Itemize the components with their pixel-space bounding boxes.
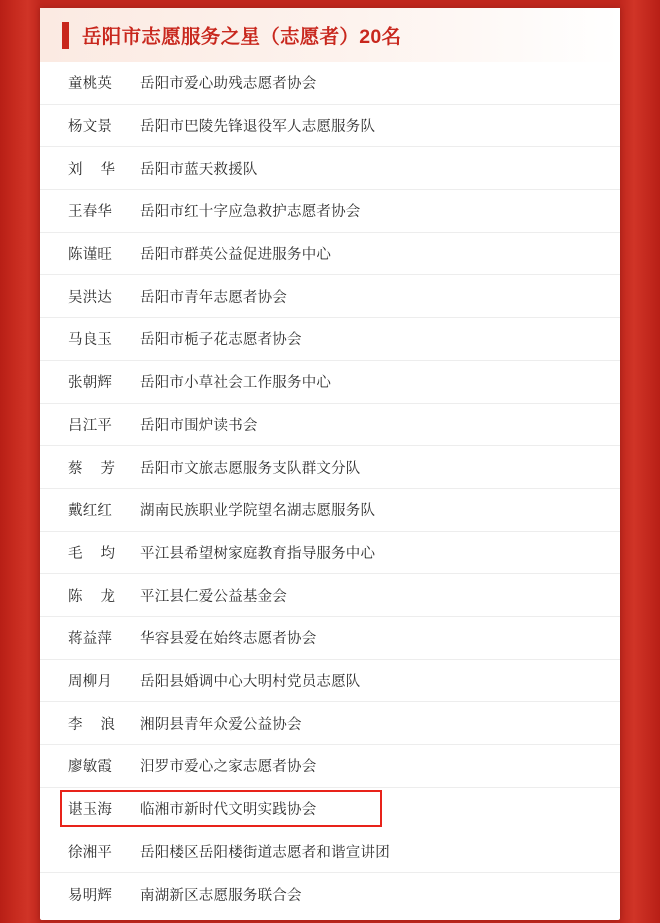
table-row[interactable] bbox=[40, 617, 620, 660]
honoree-organization: 岳阳市群英公益促进服务中心 bbox=[140, 247, 332, 264]
honoree-organization: 岳阳市红十字应急救护志愿者协会 bbox=[140, 204, 361, 221]
honoree-organization: 临湘市新时代文明实践协会 bbox=[140, 802, 317, 819]
honoree-organization: 华容县爱在始终志愿者协会 bbox=[140, 631, 317, 648]
table-row[interactable] bbox=[40, 702, 620, 745]
table-row[interactable] bbox=[40, 404, 620, 447]
honoree-name: 童桃英 bbox=[68, 76, 113, 93]
honoree-name: 谌玉海 bbox=[68, 802, 113, 819]
table-row[interactable] bbox=[40, 318, 620, 361]
honoree-name: 徐湘平 bbox=[68, 844, 113, 861]
honoree-organization: 湖南民族职业学院望名湖志愿服务队 bbox=[140, 503, 376, 520]
honoree-organization: 岳阳市爱心助残志愿者协会 bbox=[140, 76, 317, 93]
honoree-name: 戴红红 bbox=[68, 503, 113, 520]
honoree-name: 周柳月 bbox=[68, 673, 113, 690]
honoree-name: 王春华 bbox=[68, 204, 113, 221]
honoree-name: 杨文景 bbox=[68, 119, 113, 136]
table-row[interactable] bbox=[40, 147, 620, 190]
honoree-organization: 岳阳市青年志愿者协会 bbox=[140, 289, 287, 306]
honoree-organization: 岳阳市小草社会工作服务中心 bbox=[140, 375, 332, 392]
page-title: 岳阳市志愿服务之星（志愿者）20名 bbox=[82, 26, 402, 48]
table-row[interactable] bbox=[40, 446, 620, 489]
honoree-organization: 岳阳楼区岳阳楼街道志愿者和谐宣讲团 bbox=[140, 844, 390, 861]
card-header bbox=[40, 8, 620, 62]
honoree-organization: 平江县仁爱公益基金会 bbox=[140, 588, 287, 605]
honoree-organization: 汨罗市爱心之家志愿者协会 bbox=[140, 759, 317, 776]
honor-list-card bbox=[40, 8, 620, 920]
honoree-organization: 南湖新区志愿服务联合会 bbox=[140, 887, 302, 904]
table-row[interactable] bbox=[40, 62, 620, 105]
honoree-name: 蔡 芳 bbox=[68, 460, 123, 477]
table-row[interactable] bbox=[40, 745, 620, 788]
honoree-name: 吕江平 bbox=[68, 417, 113, 434]
honoree-name: 易明辉 bbox=[68, 887, 113, 904]
table-row[interactable] bbox=[40, 830, 620, 873]
honoree-organization: 平江县希望树家庭教育指导服务中心 bbox=[140, 545, 376, 562]
honoree-list bbox=[40, 62, 620, 920]
honoree-organization: 岳阳市栀子花志愿者协会 bbox=[140, 332, 302, 349]
honoree-organization: 岳阳县婚调中心大明村党员志愿队 bbox=[140, 673, 361, 690]
table-row[interactable] bbox=[40, 361, 620, 404]
honoree-name: 毛 均 bbox=[68, 545, 123, 562]
honoree-organization: 岳阳市文旅志愿服务支队群文分队 bbox=[140, 460, 361, 477]
honoree-name: 张朝辉 bbox=[68, 375, 113, 392]
table-row[interactable] bbox=[40, 275, 620, 318]
honoree-name: 廖敏霞 bbox=[68, 759, 113, 776]
table-row[interactable] bbox=[40, 233, 620, 276]
table-row[interactable] bbox=[40, 489, 620, 532]
honoree-name: 马良玉 bbox=[68, 332, 113, 349]
table-row[interactable] bbox=[40, 873, 620, 916]
honoree-name: 陈谨旺 bbox=[68, 247, 113, 264]
table-row[interactable] bbox=[40, 190, 620, 233]
honoree-name: 刘 华 bbox=[68, 161, 123, 178]
header-accent-bar bbox=[62, 22, 69, 49]
honoree-name: 吴洪达 bbox=[68, 289, 113, 306]
honoree-organization: 岳阳市巴陵先锋退役军人志愿服务队 bbox=[140, 119, 376, 136]
honoree-name: 陈 龙 bbox=[68, 588, 123, 605]
honoree-organization: 湘阴县青年众爱公益协会 bbox=[140, 716, 302, 733]
table-row[interactable] bbox=[40, 105, 620, 148]
honoree-organization: 岳阳市围炉读书会 bbox=[140, 417, 258, 434]
honoree-name: 蒋益萍 bbox=[68, 631, 113, 648]
table-row[interactable] bbox=[40, 532, 620, 575]
honoree-organization: 岳阳市蓝天救援队 bbox=[140, 161, 258, 178]
table-row[interactable] bbox=[40, 660, 620, 703]
table-row[interactable] bbox=[40, 574, 620, 617]
honoree-name: 李 浪 bbox=[68, 716, 123, 733]
table-row[interactable] bbox=[40, 788, 620, 831]
